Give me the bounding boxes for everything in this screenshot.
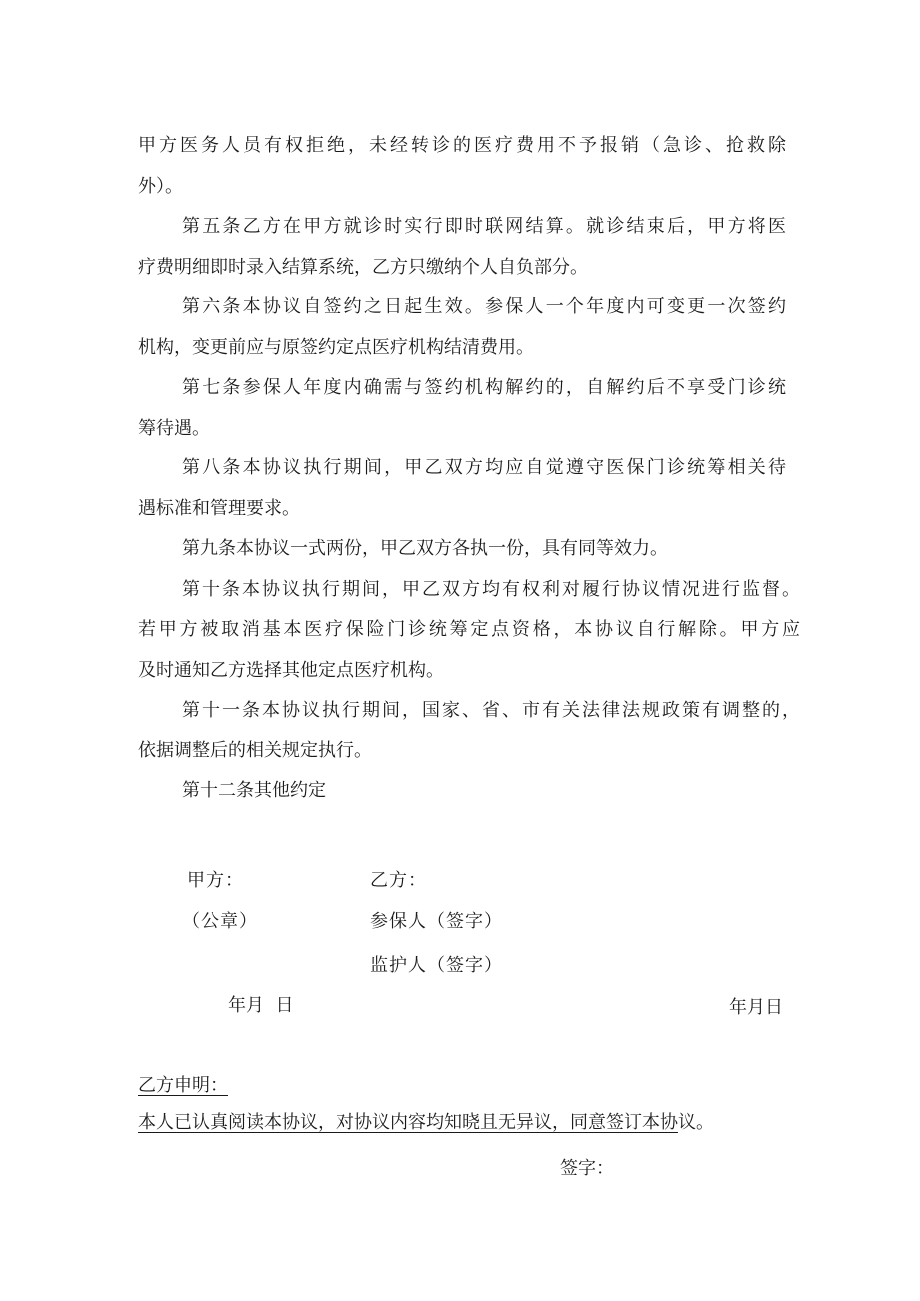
article-9-line: 第九条本协议一式两份，甲乙双方各执一份，具有同等效力。 bbox=[182, 538, 668, 559]
article-11-line: 第十一条本协议执行期间，国家、省、市有关法律法规政策有调整的， bbox=[182, 700, 800, 721]
declaration-sign-label: 签字： bbox=[560, 1158, 614, 1179]
declaration-text-underlined: 本人已认真阅读本协议，对协议内容均知晓且无异议，同意签订本协 bbox=[138, 1112, 678, 1133]
article-6-line: 机构，变更前应与原签约定点医疗机构结清费用。 bbox=[138, 337, 534, 358]
party-a-label: 甲方： bbox=[187, 870, 244, 891]
date-left: 年月 日 bbox=[228, 995, 294, 1016]
paragraph-line: 甲方医务人员有权拒绝，未经转诊的医疗费用不予报销（急诊、抢救除 bbox=[138, 135, 786, 156]
article-11-line: 依据调整后的相关规定执行。 bbox=[138, 740, 372, 761]
article-8-line: 遇标准和管理要求。 bbox=[138, 498, 300, 519]
insured-signature-label: 参保人（签字） bbox=[370, 911, 503, 932]
article-7-line: 第七条参保人年度内确需与签约机构解约的，自解约后不享受门诊统 bbox=[182, 377, 786, 398]
party-b-label: 乙方： bbox=[370, 870, 427, 891]
article-5-line: 第五条乙方在甲方就诊时实行即时联网结算。就诊结束后，甲方将医 bbox=[182, 216, 786, 237]
article-7-line: 筹待遇。 bbox=[138, 418, 210, 439]
article-5-line: 疗费明细即时录入结算系统，乙方只缴纳个人自负部分。 bbox=[138, 257, 588, 278]
declaration-title: 乙方申明： bbox=[138, 1075, 228, 1096]
guardian-signature-label: 监护人（签字） bbox=[370, 955, 503, 976]
declaration-text bbox=[138, 1112, 714, 1134]
date-right: 年月日 bbox=[729, 997, 783, 1018]
article-6-line: 第六条本协议自签约之日起生效。参保人一个年度内可变更一次签约 bbox=[182, 296, 786, 317]
article-8-line: 第八条本协议执行期间，甲乙双方均应自觉遵守医保门诊统筹相关待 bbox=[182, 457, 786, 478]
article-12-line: 第十二条其他约定 bbox=[182, 780, 326, 801]
declaration-text-end: 议。 bbox=[678, 1112, 714, 1133]
article-10-line: 及时通知乙方选择其他定点医疗机构。 bbox=[138, 660, 444, 681]
article-10-line: 第十条本协议执行期间，甲乙双方均有权利对履行协议情况进行监督。 bbox=[182, 579, 800, 600]
article-10-line: 若甲方被取消基本医疗保险门诊统筹定点资格，本协议自行解除。甲方应 bbox=[138, 619, 800, 640]
paragraph-line: 外）。 bbox=[138, 176, 183, 197]
party-a-seal: （公章） bbox=[182, 911, 258, 932]
